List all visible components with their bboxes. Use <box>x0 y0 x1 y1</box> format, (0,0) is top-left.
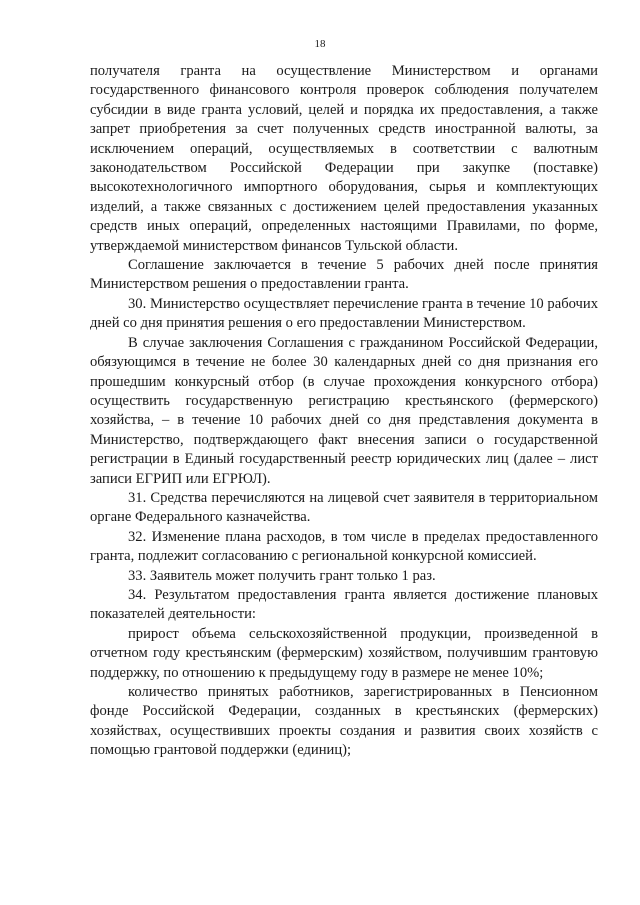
paragraph-9: прирост объема сельскохозяйственной продукции, произведенной в отчетном году крестьянским (фермерским) хозяйством, получившим грантовую поддержку, по отношению к предыдущему году в размере не менее 10%; <box>90 625 598 681</box>
paragraph-10: количество принятых работников, зарегистрированных в Пенсионном фонде Российской Федерации, созданных в крестьянских (фермерских) хозяйствах, осуществивших проекты создания и развития своих хозяйств с помощью грантовой поддержки (единиц); <box>90 684 598 759</box>
paragraph-5: 31. Средства перечисляются на лицевой счет заявителя в территориальном органе Федерального казначейства. <box>90 489 598 526</box>
page-number: 18 <box>314 38 326 50</box>
paragraph-1: получателя гранта на осуществление Министерством и органами государственного финансового контроля проверок соблюдения получателем субсидии в виде гранта условий, целей и порядка их предоставления, а также запрет приобретения за счет полученных средств иностранной валюты, за исключением операций, осуществляемых в соответствии с валютным законодательством Российской Федерации при закупке (поставке) высокотехнологичного импортного оборудования, сырья и комплектующих изделий, а также связанных с достижением целей предоставления указанных средств иных операций, определенных настоящими Правилами, по форме, утверждаемой министерством финансов Тульской области. <box>90 63 598 254</box>
paragraph-3: 30. Министерство осуществляет перечисление гранта в течение 10 рабочих дней со дня принятия решения о его предоставлении Министерством. <box>90 295 598 332</box>
paragraph-4: В случае заключения Соглашения с гражданином Российской Федерации, обязующимся в течение не более 30 календарных дней со дня признания его прошедшим конкурсный отбор (в случае прохождения конкурсного отбора) осуществить государственную регистрацию крестьянского (фермерского) хозяйства, – в течение 10 рабочих дней со дня представления документа в Министерство, подтверждающего факт внесения записи о государственной регистрации в Единый государственный реестр юридических лиц (далее – лист записи ЕГРИП или ЕГРЮЛ). <box>90 334 598 487</box>
paragraph-2: Соглашение заключается в течение 5 рабочих дней после принятия Министерством решения о предоставлении гранта. <box>90 257 598 293</box>
paragraph-6: 32. Изменение плана расходов, в том числе в пределах предоставленного гранта, подлежит согласованию с региональной конкурсной комиссией. <box>90 528 598 565</box>
document-body <box>90 62 598 761</box>
paragraph-7: 33. Заявитель может получить грант только 1 раз. <box>128 567 436 584</box>
paragraph-8: 34. Результатом предоставления гранта является достижение плановых показателей деятельности: <box>90 586 598 623</box>
